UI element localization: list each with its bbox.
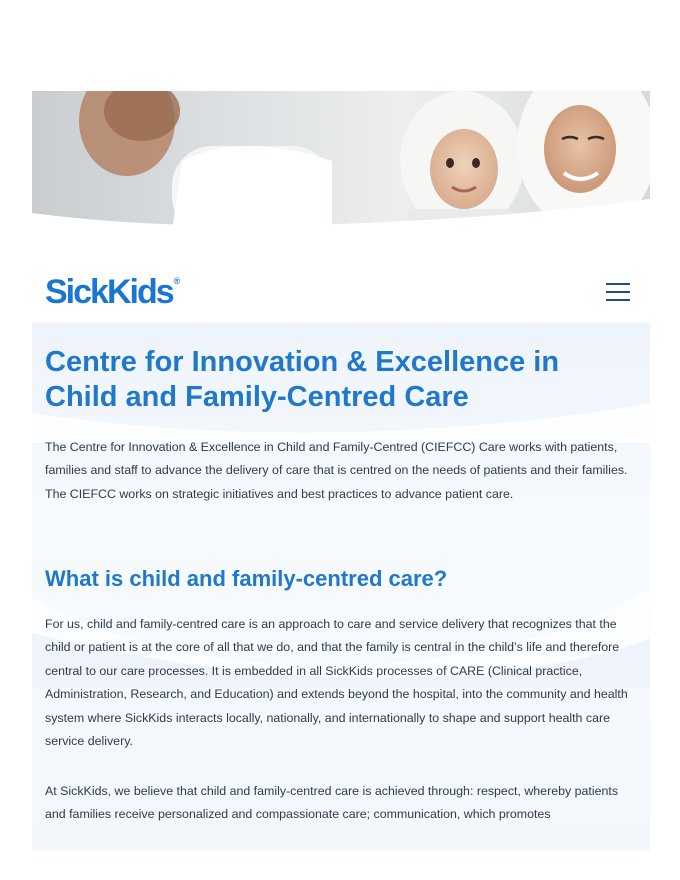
intro-paragraph: The Centre for Innovation & Excellence in Child and Family-Centred (CIEFCC) Care works with patients, families and staff to advance the delivery of care that is centred on the needs of patients and their families. The CIEFCC works on strategic initiatives and best practices to advance patient care. [45, 440, 628, 501]
page-card [32, 91, 650, 850]
logo-text: SickKids [45, 273, 173, 311]
hero-photo-illustration [32, 91, 650, 231]
registered-mark: ® [173, 276, 181, 286]
main-content [32, 323, 650, 850]
page-title: Centre for Innovation & Excellence in Child and Family-Centred Care [45, 346, 560, 413]
section-paragraph-1: For us, child and family-centred care is an approach to care and service delivery that recognizes that the child or patient is at the core of all that we do, and that the family is central in the child’s life and therefore central to our care processes. It is embedded in all SickKids processes of CARE (Clinical practice, Administration, Research, and Education) and extends beyond the hospital, into the community and health system where SickKids interacts locally, nationally, and internationally to shape and support health care service delivery. [45, 617, 628, 749]
site-header [32, 263, 650, 323]
section-paragraph-2: At SickKids, we believe that child and family-centred care is achieved through: respect, whereby patients and families receive personalized and compassionate care; communication, which promotes [45, 784, 619, 822]
hamburger-menu-icon[interactable] [606, 281, 630, 303]
section-heading: What is child and family-centred care? [45, 566, 448, 591]
sickkids-logo[interactable] [45, 275, 179, 309]
hero-image [32, 91, 650, 231]
